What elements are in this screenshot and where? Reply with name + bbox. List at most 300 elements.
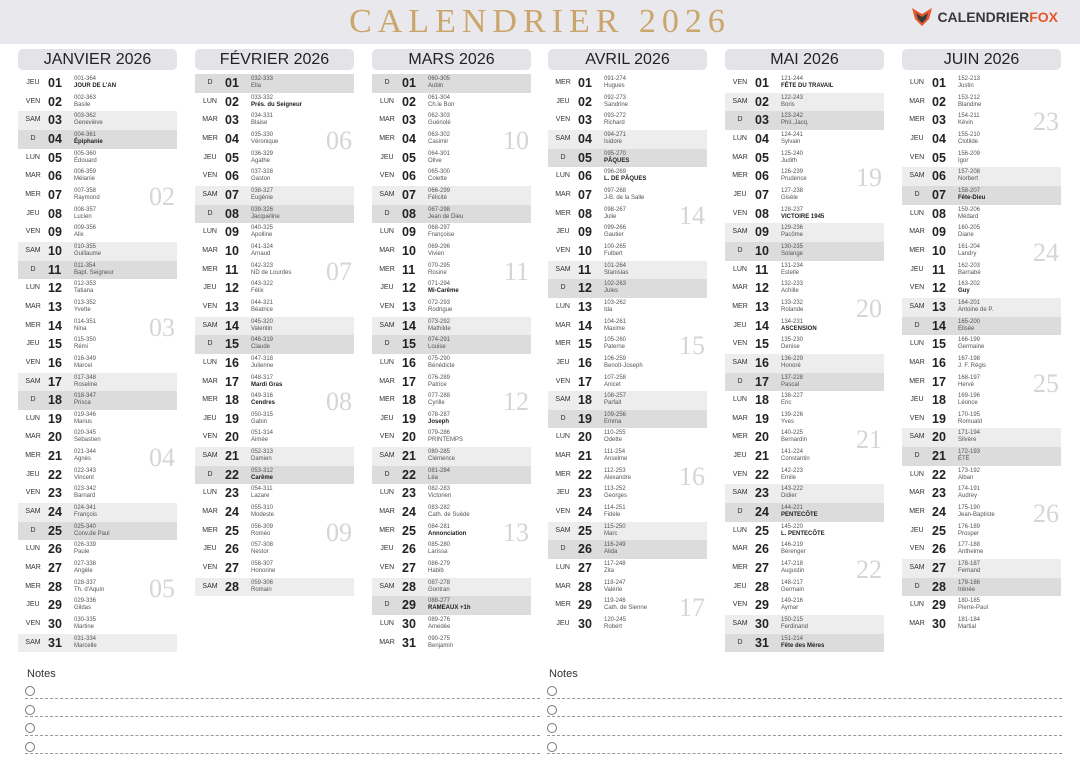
weekday-label: VEN (25, 358, 41, 366)
day-count: 073-292 (428, 318, 451, 325)
weekday-label: JEU (26, 340, 40, 348)
day-row[interactable] (18, 391, 177, 410)
day-info (74, 207, 96, 221)
day-row[interactable] (902, 335, 1061, 354)
day-row[interactable] (902, 317, 1061, 336)
day-count: 052-313 (251, 449, 274, 456)
day-number: 22 (48, 467, 62, 482)
day-row[interactable] (725, 522, 884, 541)
day-row[interactable] (548, 279, 707, 298)
day-row[interactable] (372, 93, 531, 112)
weekday-label: JEU (26, 601, 40, 609)
day-row[interactable] (725, 93, 884, 112)
day-count: 082-283 (428, 486, 451, 493)
day-count: 002-363 (74, 94, 97, 101)
day-number: 04 (932, 131, 946, 146)
day-row[interactable] (372, 335, 531, 354)
day-row[interactable] (372, 484, 531, 503)
day-row[interactable] (548, 167, 707, 186)
weekday-label: MER (909, 116, 925, 124)
day-row[interactable] (548, 559, 707, 578)
saint-name: Fernand (958, 568, 981, 575)
day-row[interactable] (725, 503, 884, 522)
weekday-label: MAR (202, 508, 218, 516)
day-number: 01 (932, 76, 946, 90)
day-row[interactable] (372, 186, 531, 205)
weekday-label: D (384, 340, 390, 348)
day-row[interactable] (18, 261, 177, 280)
day-row[interactable] (902, 466, 1061, 485)
day-row[interactable] (18, 223, 177, 242)
day-row[interactable] (725, 466, 884, 485)
saint-name: Aubin (428, 83, 444, 89)
weekday-label: SAM (379, 190, 395, 198)
day-row[interactable] (725, 484, 884, 503)
weekday-label: D (914, 321, 920, 329)
day-number: 20 (402, 430, 416, 445)
day-row[interactable] (902, 578, 1061, 597)
day-row[interactable] (725, 111, 884, 130)
day-row[interactable] (548, 428, 707, 447)
week-number: 11 (503, 256, 529, 286)
day-number: 20 (755, 430, 769, 445)
day-row[interactable] (195, 317, 354, 336)
day-row[interactable] (725, 634, 884, 653)
day-info (74, 393, 96, 407)
weekday-label: MAR (379, 116, 395, 124)
day-row[interactable] (372, 615, 531, 634)
saint-name: Arnaud (251, 250, 271, 257)
weekday-label: LUN (555, 172, 570, 180)
day-row[interactable] (725, 130, 884, 149)
day-row[interactable] (548, 130, 707, 149)
day-row[interactable] (18, 130, 177, 149)
saint-name: Audrey (958, 493, 978, 500)
weekday-label: MAR (555, 190, 571, 198)
day-number: 14 (402, 318, 416, 333)
saint-name: Igor (958, 157, 969, 164)
day-number: 24 (402, 505, 416, 520)
weekday-label: MER (555, 601, 571, 609)
saint-name: Anicet (604, 381, 621, 388)
day-row[interactable] (18, 615, 177, 634)
note-line[interactable] (25, 736, 540, 755)
day-info (781, 542, 806, 556)
day-count: 126-239 (781, 169, 804, 176)
day-info (428, 319, 451, 333)
day-count: 121-244 (781, 76, 804, 82)
weekday-label: VEN (909, 153, 925, 161)
day-info (251, 225, 273, 239)
day-row[interactable] (902, 279, 1061, 298)
day-row[interactable] (548, 391, 707, 410)
day-row[interactable] (195, 428, 354, 447)
weekday-label: MER (732, 564, 748, 572)
day-number: 17 (932, 374, 946, 389)
saint-name: J. F. Régis (958, 362, 987, 369)
day-row[interactable] (548, 410, 707, 429)
weekday-label: LUN (25, 153, 40, 161)
day-number: 06 (578, 169, 592, 184)
day-number: 25 (48, 523, 62, 538)
day-row[interactable] (18, 74, 177, 93)
day-count: 125-240 (781, 150, 804, 157)
day-info (251, 95, 302, 109)
day-info (428, 524, 466, 538)
saint-name: Bapt. Seigneur (74, 269, 114, 276)
day-row[interactable] (18, 373, 177, 392)
day-info (428, 356, 455, 370)
saint-name: Martial (958, 624, 977, 631)
day-row[interactable] (195, 559, 354, 578)
day-row[interactable] (372, 634, 531, 653)
day-count: 117-248 (604, 561, 626, 568)
day-info (604, 468, 631, 482)
day-row[interactable] (548, 522, 707, 541)
month-header: AVRIL 2026 (548, 49, 707, 70)
day-row[interactable] (902, 615, 1061, 634)
day-row[interactable] (372, 205, 531, 224)
day-count: 103-262 (604, 299, 627, 306)
day-count: 008-357 (74, 206, 97, 213)
weekday-label: JEU (733, 190, 747, 198)
day-count: 032-333 (251, 76, 274, 82)
holiday-name: ASCENSION (781, 325, 817, 332)
checkbox-circle-icon[interactable] (547, 742, 557, 752)
weekday-label: SAM (25, 638, 41, 646)
day-row[interactable] (18, 634, 177, 653)
note-line[interactable] (547, 717, 1062, 736)
day-info (604, 188, 644, 202)
day-number: 11 (755, 262, 769, 277)
saint-name: Honorine (251, 568, 276, 575)
saint-name: Parfait (604, 400, 622, 407)
day-row[interactable] (372, 447, 531, 466)
day-row[interactable] (18, 93, 177, 112)
saint-name: Eric (781, 400, 792, 407)
note-line[interactable] (547, 736, 1062, 755)
day-number: 24 (225, 505, 239, 520)
day-row[interactable] (548, 93, 707, 112)
day-number: 01 (578, 76, 592, 90)
day-count: 051-314 (251, 430, 274, 437)
day-number: 03 (755, 113, 769, 128)
day-info (604, 319, 626, 333)
weekday-label: D (207, 79, 213, 86)
day-count: 087-278 (428, 579, 451, 586)
day-row[interactable] (725, 261, 884, 280)
weekday-label: LUN (555, 302, 570, 310)
day-count: 058-307 (251, 561, 274, 568)
day-row[interactable] (902, 559, 1061, 578)
day-row[interactable] (195, 466, 354, 485)
day-info (604, 580, 626, 594)
day-number: 31 (402, 635, 416, 650)
day-row[interactable] (18, 484, 177, 503)
note-line[interactable] (547, 680, 1062, 699)
day-number: 15 (578, 337, 592, 352)
day-row[interactable] (195, 74, 354, 93)
day-number: 22 (932, 467, 946, 482)
day-count: 033-332 (251, 94, 274, 101)
day-row[interactable] (372, 559, 531, 578)
day-number: 13 (932, 299, 946, 314)
day-row[interactable] (902, 149, 1061, 168)
day-count: 090-275 (428, 635, 451, 642)
day-number: 26 (755, 542, 769, 557)
saint-name: Yvette (74, 306, 91, 313)
saint-name: Léa (428, 474, 439, 481)
day-row[interactable] (18, 354, 177, 373)
day-count: 031-334 (74, 635, 97, 642)
day-number: 23 (225, 486, 239, 501)
day-row[interactable] (902, 167, 1061, 186)
day-count: 069-296 (428, 243, 451, 250)
weekday-label: VEN (25, 97, 41, 105)
day-count: 173-192 (958, 467, 981, 474)
day-number: 08 (402, 206, 416, 221)
day-row[interactable] (725, 242, 884, 261)
day-row[interactable] (548, 149, 707, 168)
saint-name: Honoré (781, 362, 801, 369)
day-row[interactable] (372, 223, 531, 242)
day-count: 097-268 (604, 187, 627, 194)
week-number: 25 (1033, 368, 1059, 398)
day-row[interactable] (548, 373, 707, 392)
day-row[interactable] (902, 596, 1061, 615)
saint-name: Denise (781, 344, 800, 351)
day-count: 074-291 (428, 337, 451, 344)
day-number: 06 (755, 169, 769, 184)
day-row[interactable] (902, 540, 1061, 559)
weekday-label: VEN (202, 564, 218, 572)
weekday-label: JEU (203, 153, 217, 161)
day-info (958, 486, 980, 500)
day-row[interactable] (372, 428, 531, 447)
day-count: 145-220 (781, 523, 804, 530)
checkbox-circle-icon[interactable] (25, 705, 35, 715)
day-number: 15 (932, 337, 946, 352)
day-row[interactable] (548, 503, 707, 522)
day-row[interactable] (902, 186, 1061, 205)
day-row[interactable] (195, 447, 354, 466)
checkbox-circle-icon[interactable] (547, 686, 557, 696)
weekday-label: D (384, 79, 390, 86)
day-info (251, 76, 273, 90)
day-info (958, 505, 995, 519)
day-row[interactable] (18, 410, 177, 429)
day-info (781, 449, 810, 463)
day-count: 151-214 (781, 635, 804, 642)
saint-name: Gontran (428, 586, 450, 593)
weekday-label: JEU (733, 321, 747, 329)
saint-name: Norbert (958, 176, 979, 183)
note-line[interactable] (25, 699, 540, 718)
day-row[interactable] (372, 74, 531, 93)
day-row[interactable] (548, 111, 707, 130)
day-count: 083-282 (428, 505, 451, 512)
day-count: 114-251 (604, 505, 626, 512)
holiday-name: RAMEAUX +1h (428, 605, 471, 612)
weekday-label: MER (732, 433, 748, 441)
day-number: 02 (578, 94, 592, 109)
note-line[interactable] (25, 717, 540, 736)
checkbox-circle-icon[interactable] (25, 723, 35, 733)
note-line[interactable] (547, 699, 1062, 718)
note-line[interactable] (25, 680, 540, 699)
day-row[interactable] (725, 74, 884, 93)
day-count: 078-287 (428, 411, 451, 418)
weekday-label: MAR (202, 377, 218, 385)
day-row[interactable] (725, 596, 884, 615)
saint-name: Jules (604, 288, 619, 295)
day-row[interactable] (548, 242, 707, 261)
day-row[interactable] (195, 335, 354, 354)
checkbox-circle-icon[interactable] (25, 686, 35, 696)
saint-name: Françoise (428, 232, 455, 239)
day-row[interactable] (195, 298, 354, 317)
weekday-label: VEN (909, 545, 925, 553)
saint-name: Augustin (781, 568, 805, 575)
day-row[interactable] (725, 205, 884, 224)
month-column (725, 49, 884, 652)
day-count: 048-317 (251, 374, 274, 381)
saint-name: Modeste (251, 512, 275, 519)
day-row[interactable] (372, 317, 531, 336)
day-row[interactable] (195, 354, 354, 373)
day-row[interactable] (902, 428, 1061, 447)
day-row[interactable] (902, 447, 1061, 466)
saint-name: Ida (604, 306, 613, 313)
day-info (958, 263, 981, 277)
weekday-label: LUN (732, 396, 747, 404)
day-row[interactable] (902, 205, 1061, 224)
day-info (604, 524, 626, 538)
day-info (251, 505, 274, 519)
saint-name: Gildas (74, 605, 92, 612)
notes-label: Notes (549, 668, 578, 680)
day-count: 141-224 (781, 449, 804, 456)
saint-name: Aimée (251, 437, 269, 444)
day-info (781, 412, 803, 426)
day-row[interactable] (902, 74, 1061, 93)
day-row[interactable] (18, 522, 177, 541)
checkbox-circle-icon[interactable] (547, 723, 557, 733)
day-count: 079-286 (428, 430, 451, 437)
day-row[interactable] (18, 279, 177, 298)
day-info (958, 561, 980, 575)
day-row[interactable] (548, 261, 707, 280)
day-row[interactable] (725, 615, 884, 634)
day-number: 16 (932, 355, 946, 370)
day-count: 056-309 (251, 523, 274, 530)
day-row[interactable] (725, 373, 884, 392)
day-row[interactable] (548, 540, 707, 559)
day-row[interactable] (372, 354, 531, 373)
checkbox-circle-icon[interactable] (25, 742, 35, 752)
day-row[interactable] (372, 466, 531, 485)
checkbox-circle-icon[interactable] (547, 705, 557, 715)
day-info (781, 598, 803, 612)
day-row[interactable] (725, 391, 884, 410)
day-row[interactable] (195, 223, 354, 242)
day-number: 31 (48, 635, 62, 650)
day-number: 10 (755, 243, 769, 258)
day-number: 16 (48, 355, 62, 370)
saint-name: Stanislas (604, 269, 629, 276)
day-count: 060-305 (428, 76, 451, 82)
day-info (604, 412, 626, 426)
day-count: 024-341 (74, 505, 97, 512)
day-info (781, 430, 807, 444)
day-row[interactable] (372, 167, 531, 186)
day-row[interactable] (195, 484, 354, 503)
day-count: 043-322 (251, 281, 274, 288)
day-row[interactable] (725, 223, 884, 242)
day-info (781, 281, 803, 295)
day-row[interactable] (18, 540, 177, 559)
day-row[interactable] (195, 578, 354, 597)
day-row[interactable] (18, 111, 177, 130)
day-info (781, 524, 825, 538)
weekday-label: VEN (202, 433, 218, 441)
day-row[interactable] (902, 410, 1061, 429)
day-count: 132-233 (781, 281, 804, 288)
day-row[interactable] (195, 186, 354, 205)
fox-icon (911, 7, 933, 27)
day-number: 02 (932, 94, 946, 109)
day-number: 29 (932, 598, 946, 613)
day-row[interactable] (548, 74, 707, 93)
day-count: 179-186 (958, 579, 981, 586)
day-number: 07 (225, 187, 239, 202)
day-info (251, 337, 273, 351)
weekday-label: MER (379, 526, 395, 534)
weekday-label: MAR (909, 620, 925, 628)
day-row[interactable] (18, 149, 177, 168)
day-row[interactable] (372, 596, 531, 615)
day-row[interactable] (18, 503, 177, 522)
day-number: 27 (48, 561, 62, 576)
weekday-label: JEU (910, 396, 924, 404)
day-row[interactable] (725, 335, 884, 354)
week-number: 19 (856, 163, 882, 193)
day-row[interactable] (372, 578, 531, 597)
day-number: 19 (48, 411, 62, 426)
day-info (604, 505, 626, 519)
week-number: 15 (679, 331, 705, 361)
day-count: 016-349 (74, 355, 97, 362)
day-count: 163-202 (958, 281, 981, 288)
day-number: 23 (578, 486, 592, 501)
day-row[interactable] (18, 242, 177, 261)
day-number: 09 (402, 225, 416, 240)
day-info (958, 412, 982, 426)
week-number: 22 (856, 555, 882, 585)
day-row[interactable] (195, 205, 354, 224)
saint-name: Véronique (251, 138, 279, 145)
day-info (428, 580, 450, 594)
saint-name: PRINTEMPS (428, 437, 464, 444)
saint-name: Édouard (74, 157, 97, 164)
day-row[interactable] (548, 298, 707, 317)
day-row[interactable] (372, 298, 531, 317)
day-count: 045-320 (251, 318, 274, 325)
day-row[interactable] (195, 167, 354, 186)
day-row[interactable] (902, 298, 1061, 317)
day-row[interactable] (725, 354, 884, 373)
day-row[interactable] (195, 93, 354, 112)
